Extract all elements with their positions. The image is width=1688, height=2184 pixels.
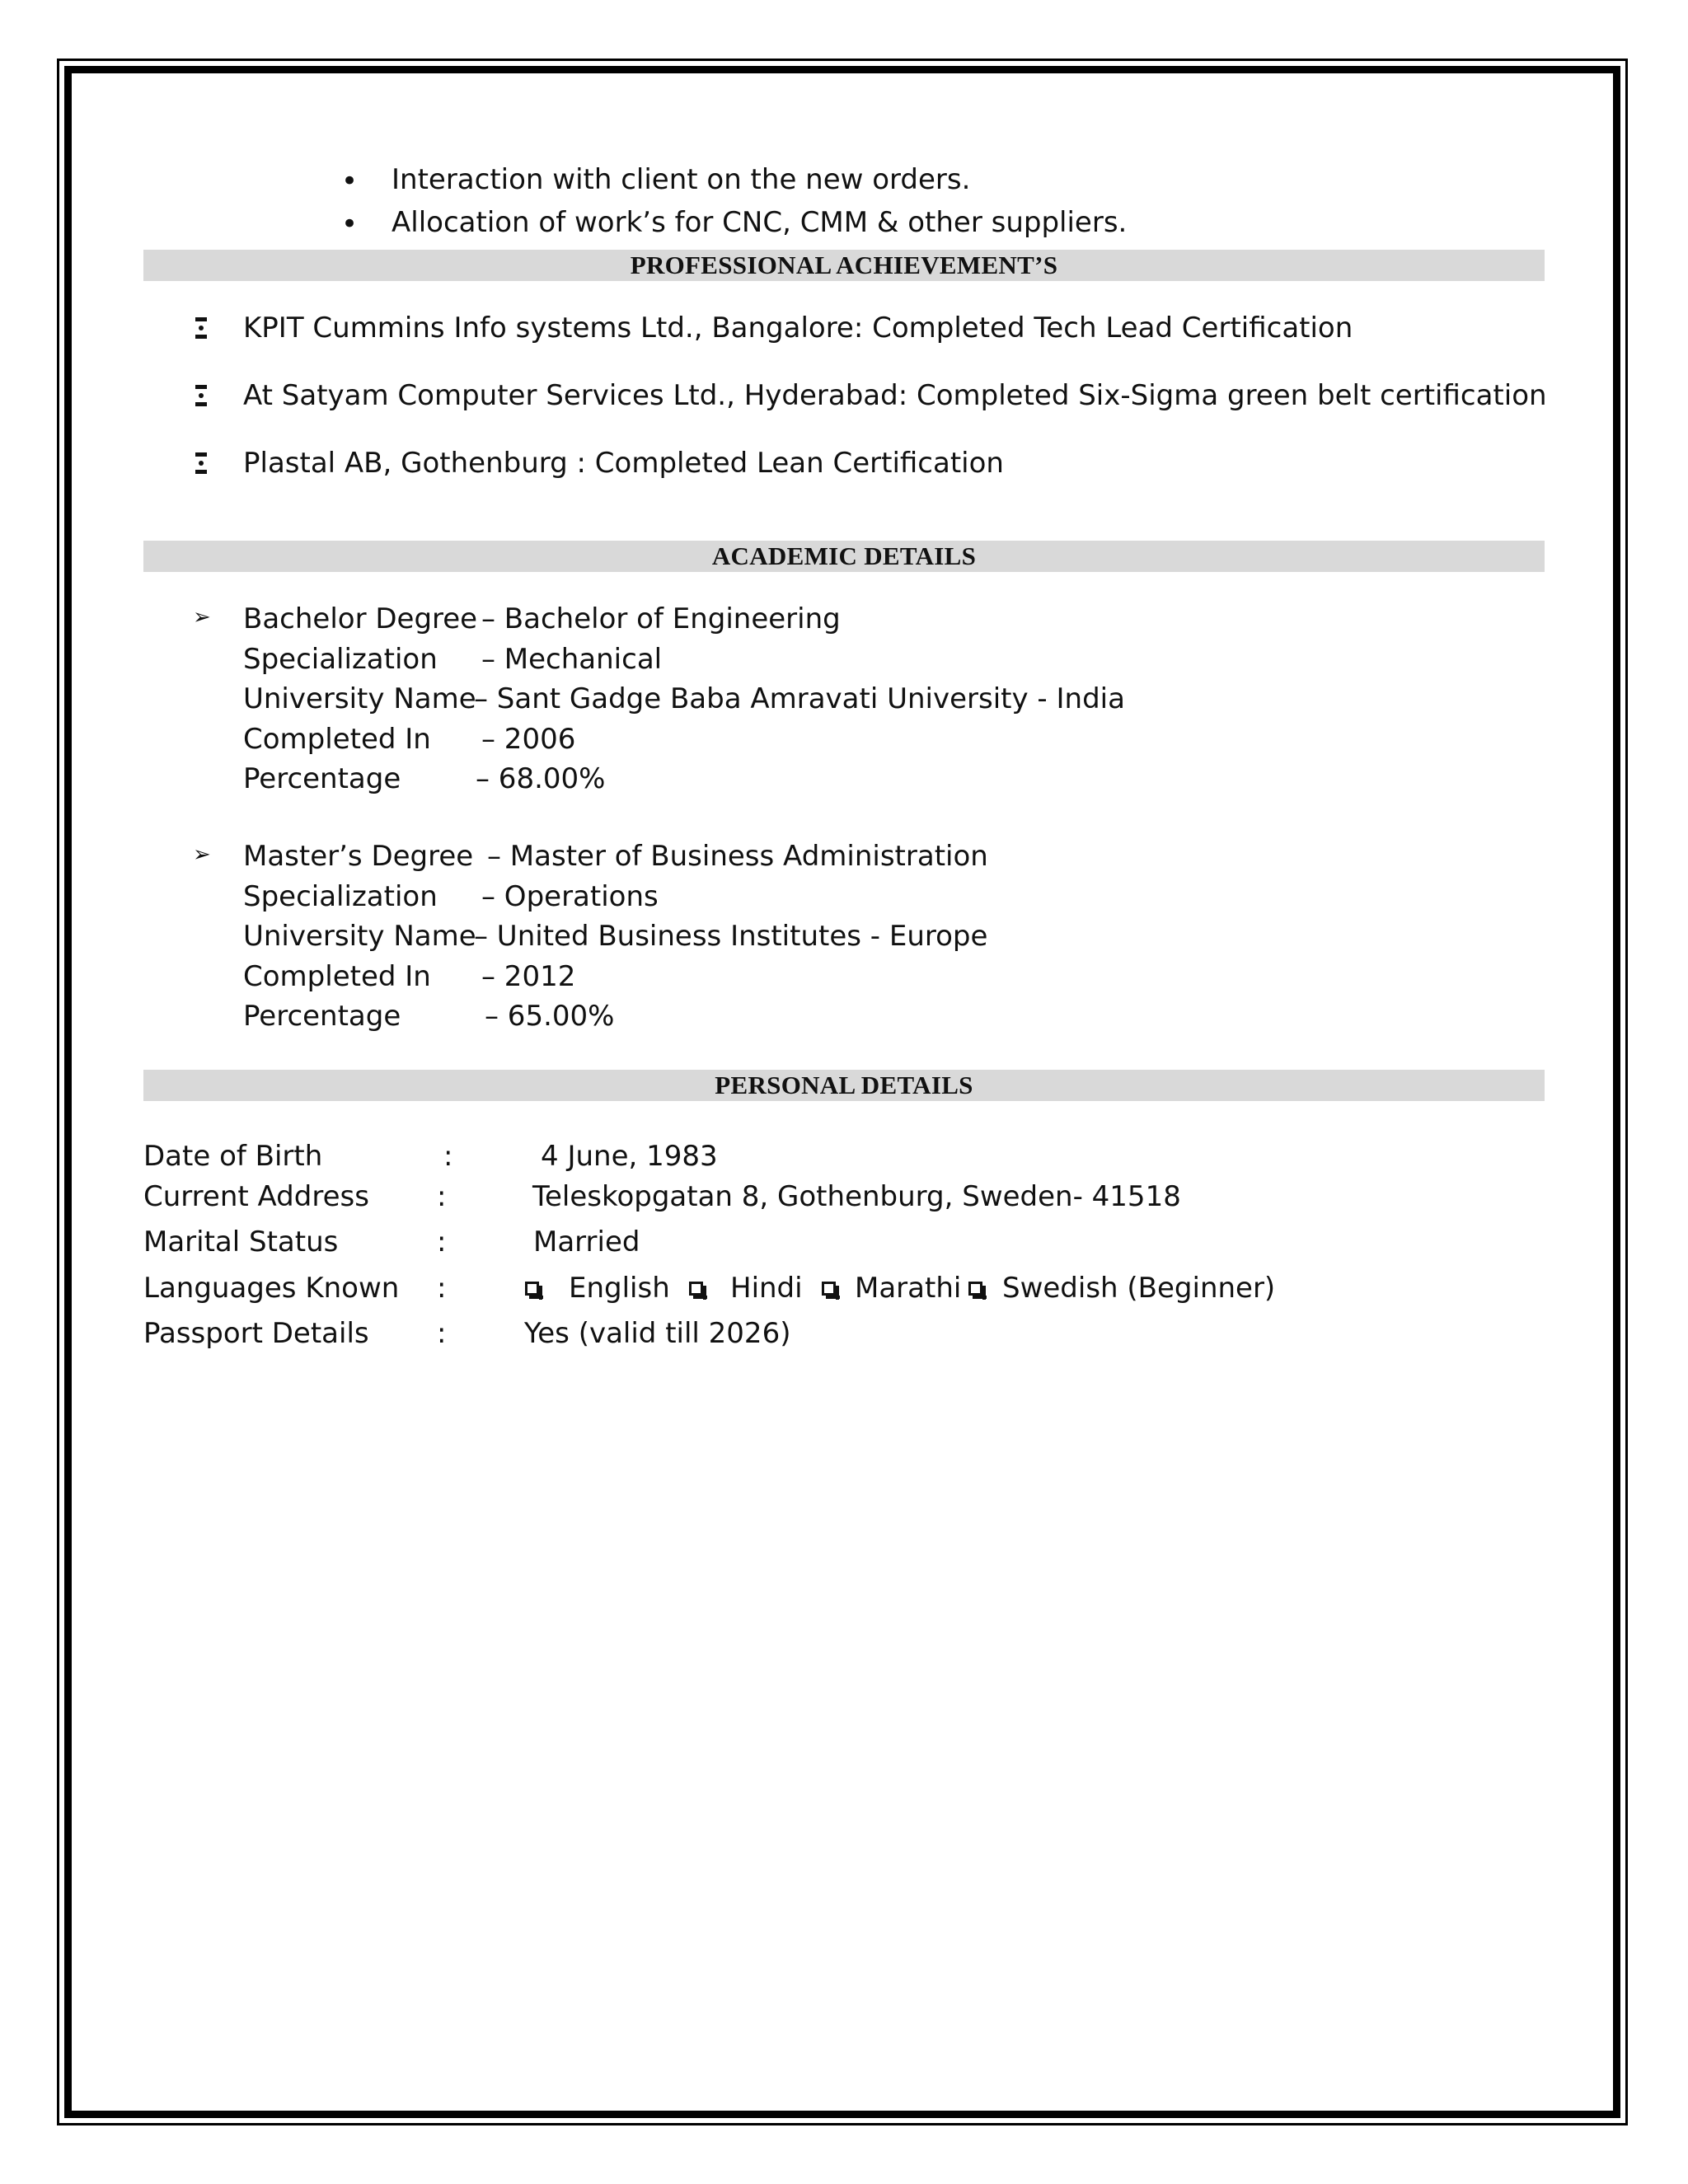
arrow-bullet-icon: ➢: [193, 605, 211, 630]
degree-1-year-value: – 2006: [481, 723, 576, 756]
achievements-heading: PROFESSIONAL ACHIEVEMENT’S: [143, 250, 1545, 281]
colon: :: [437, 1317, 447, 1350]
degree-1-value: – Bachelor of Engineering: [481, 602, 841, 635]
personal-heading: PERSONAL DETAILS: [143, 1070, 1545, 1101]
degree-2-univ-value: – United Business Institutes - Europe: [474, 920, 988, 953]
degree-1-pct-label: Percentage: [243, 762, 401, 795]
prev-bullet-1: Interaction with client on the new orders.: [392, 163, 971, 196]
colon: :: [443, 1140, 453, 1173]
language-english: English: [569, 1272, 670, 1305]
degree-1-pct-value: – 68.00%: [476, 762, 606, 795]
degree-1-spec-label: Specialization: [243, 643, 438, 676]
language-hindi: Hindi: [730, 1272, 803, 1305]
degree-1-spec-value: – Mechanical: [481, 643, 663, 676]
dob-value: 4 June, 1983: [541, 1140, 718, 1173]
achievement-item-3: Plastal AB, Gothenburg : Completed Lean Certification: [243, 447, 1004, 480]
achievement-bullet-icon: [195, 317, 208, 339]
colon: :: [437, 1226, 447, 1258]
achievement-item-1: KPIT Cummins Info systems Ltd., Bangalore: Completed Tech Lead Certification: [243, 312, 1353, 344]
achievement-item-2: At Satyam Computer Services Ltd., Hyderabad: Completed Six-Sigma green belt certification: [243, 379, 1547, 412]
bullet-dot: •: [341, 208, 359, 241]
checkbox-icon: [689, 1282, 703, 1296]
achievement-bullet-icon: [195, 385, 208, 406]
prev-bullet-2: Allocation of work’s for CNC, CMM & other suppliers.: [392, 206, 1128, 239]
achievement-bullet-icon: [195, 452, 208, 474]
address-label: Current Address: [143, 1180, 369, 1213]
language-swedish: Swedish (Beginner): [1002, 1272, 1276, 1305]
bullet-dot: •: [341, 165, 359, 198]
degree-2-pct-label: Percentage: [243, 1000, 401, 1033]
checkbox-icon: [968, 1282, 982, 1296]
degree-1-label: Bachelor Degree: [243, 602, 478, 635]
academic-heading: ACADEMIC DETAILS: [143, 541, 1545, 572]
colon: :: [437, 1180, 447, 1213]
degree-2-label: Master’s Degree: [243, 840, 474, 873]
degree-2-spec-label: Specialization: [243, 880, 438, 913]
degree-2-year-label: Completed In: [243, 960, 431, 993]
passport-value: Yes (valid till 2026): [524, 1317, 791, 1350]
degree-2-value: – Master of Business Administration: [487, 840, 988, 873]
degree-2-pct-value: – 65.00%: [485, 1000, 615, 1033]
checkbox-icon: [822, 1282, 836, 1296]
colon: :: [437, 1272, 447, 1305]
languages-label: Languages Known: [143, 1272, 400, 1305]
language-marathi: Marathi: [855, 1272, 962, 1305]
degree-1-univ-value: – Sant Gadge Baba Amravati University - India: [474, 682, 1125, 715]
address-value: Teleskopgatan 8, Gothenburg, Sweden- 41518: [532, 1180, 1181, 1213]
degree-1-year-label: Completed In: [243, 723, 431, 756]
degree-2-spec-value: – Operations: [481, 880, 659, 913]
marital-label: Marital Status: [143, 1226, 339, 1258]
passport-label: Passport Details: [143, 1317, 369, 1350]
degree-1-univ-label: University Name: [243, 682, 476, 715]
dob-label: Date of Birth: [143, 1140, 323, 1173]
checkbox-icon: [525, 1282, 539, 1296]
degree-2-univ-label: University Name: [243, 920, 476, 953]
marital-value: Married: [533, 1226, 640, 1258]
arrow-bullet-icon: ➢: [193, 842, 211, 867]
degree-2-year-value: – 2012: [481, 960, 576, 993]
